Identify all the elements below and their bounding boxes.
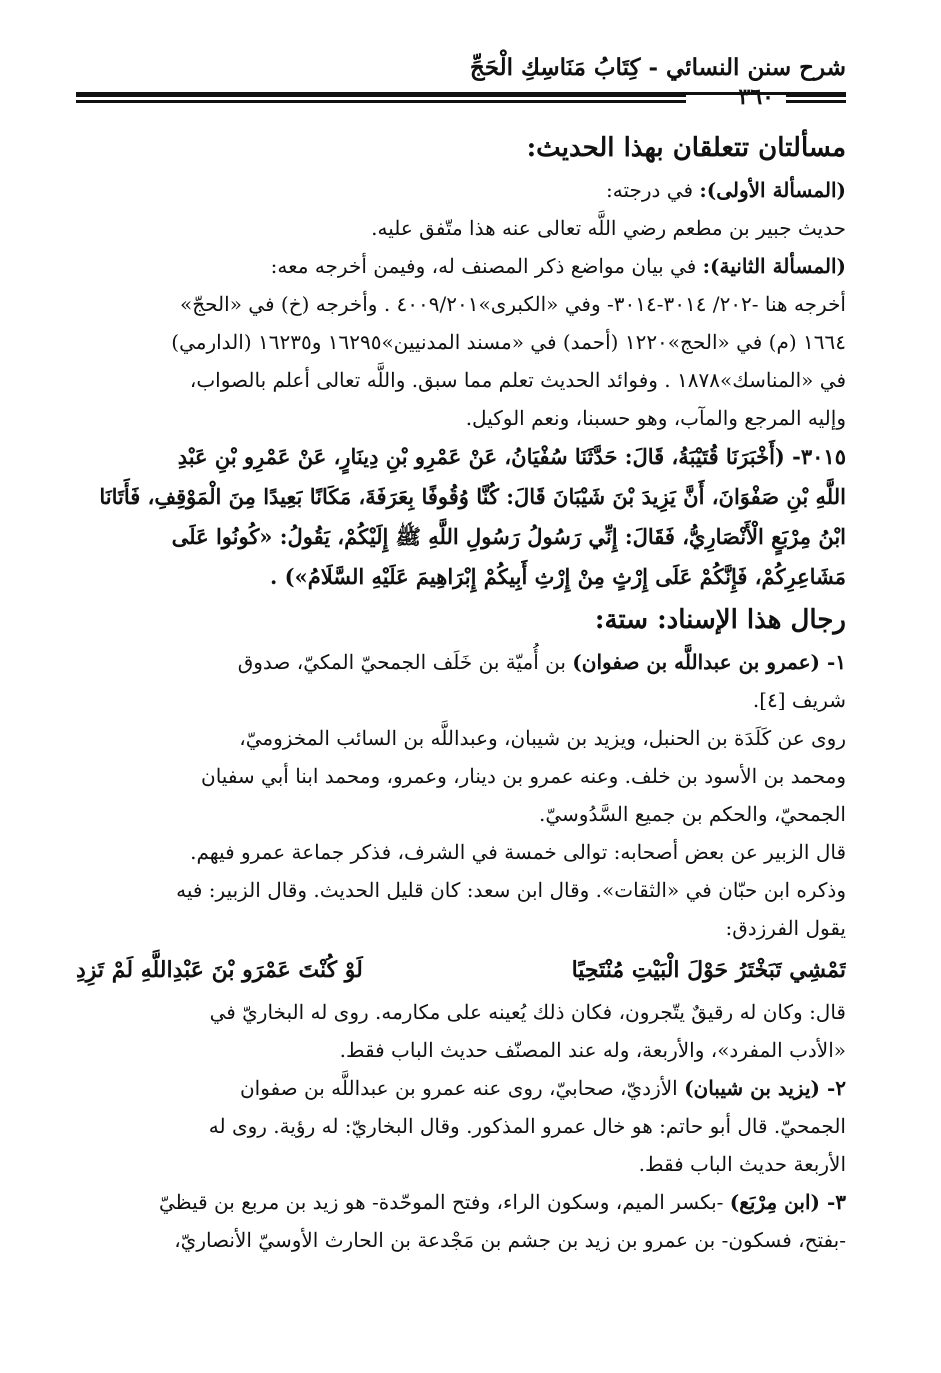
text-line: روى عن كَلَدَة بن الحنبل، ويزيد بن شيبان، وعبداللَّه بن السائب المخزوميّ، bbox=[239, 726, 846, 750]
page-number-row bbox=[76, 86, 846, 110]
hadith-line: ابْنُ مِرْبَعٍ الْأَنْصَارِيُّ، فَقَالَ: إِنِّي رَسُولُ رَسُولِ اللَّهِ ﷺ إِلَيْكُمْ، يَقُولُ: «كُونُوا عَلَى bbox=[171, 524, 846, 549]
narrator-two-line bbox=[76, 1069, 846, 1107]
text-line: «الأدب المفرد»، والأربعة، وله عند المصنّف حديث الباب فقط. bbox=[339, 1038, 846, 1062]
section-heading-narrators: رجال هذا الإسناد: ستة: bbox=[594, 605, 846, 635]
issue-two-line bbox=[76, 247, 846, 285]
verse-first-hemistich: تَمْشِي تَبَخْتَرُ حَوْلَ الْبَيْتِ مُنْتَحِيًا bbox=[571, 957, 846, 983]
narrator-three-text: -بكسر الميم، وسكون الراء، وفتح الموحّدة- هو زيد بن مربع بن قيظيّ bbox=[159, 1190, 724, 1214]
narrator-three-label: ٣- (ابن مِرْبَع) bbox=[729, 1190, 846, 1214]
text-line: شريف [٤]. bbox=[752, 688, 846, 712]
text-line: -بفتح، فسكون- بن عمرو بن زيد بن جشم بن مَجْدعة بن الحارث الأوسيّ الأنصاريّ، bbox=[174, 1228, 846, 1252]
page-number: ٣٦٠ bbox=[738, 84, 774, 110]
narrator-two-label: ٢- (يزيد بن شيبان) bbox=[684, 1076, 846, 1100]
issue-two-text: في بيان مواضع ذكر المصنف له، وفيمن أخرجه معه: bbox=[270, 254, 697, 278]
text-line: يقول الفرزدق: bbox=[725, 916, 846, 940]
text-line: الجمحيّ. قال أبو حاتم: هو خال عمرو المذكور. وقال البخاريّ: له رؤية. روى له bbox=[208, 1114, 846, 1138]
narrator-one-text: بن أُميّة بن خَلَف الجمحيّ المكيّ، صدوق bbox=[237, 650, 566, 674]
section-heading-issues: مسألتان تتعلقان بهذا الحديث: bbox=[526, 133, 846, 163]
text-line: الأربعة حديث الباب فقط. bbox=[638, 1152, 846, 1176]
issue-one-text: في درجته: bbox=[606, 178, 694, 202]
text-line: أخرجه هنا -٢٠٢/ ٣٠١٤-٣٠١٤- وفي «الكبرى»٤٠٠٩/٢٠١ . وأخرجه (خ) في «الحجّ» bbox=[180, 292, 846, 316]
hadith-line: اللَّهِ بْنِ صَفْوَانَ، أَنَّ يَزِيدَ بْنَ شَيْبَانَ قَالَ: كُنَّا وُقُوفًا بِعَرَفَةَ، مَكَانًا بَعِيدًا مِنَ الْمَوْقِفِ، فَأَتَانَا bbox=[99, 484, 846, 509]
issue-one-line bbox=[76, 171, 846, 209]
issue-one-label: (المسألة الأولى): bbox=[699, 178, 846, 202]
running-header-title: شرح سنن النسائي - كِتَابُ مَنَاسِكِ الْحَجِّ bbox=[469, 54, 846, 81]
body-text bbox=[76, 125, 846, 1259]
poetry-verse bbox=[76, 947, 846, 993]
narrator-three-line bbox=[76, 1183, 846, 1221]
issue-one-body: حديث جبير بن مطعم رضي اللَّه تعالى عنه هذا متّفق عليه. bbox=[371, 216, 846, 240]
narrator-one-line bbox=[76, 643, 846, 681]
narrator-one-label: ١- (عمرو بن عبداللَّه بن صفوان) bbox=[572, 650, 846, 674]
hadith-line: ٣٠١٥- (أَخْبَرَنَا قُتَيْبَةُ، قَالَ: حَدَّثَنَا سُفْيَانُ، عَنْ عَمْرِو بْنِ دِينَارٍ، عَنْ عَمْرِو بْنِ عَبْدِ bbox=[177, 444, 846, 469]
page-number-rule-right bbox=[786, 94, 846, 106]
verse-second-hemistich: لَوْ كُنْتَ عَمْرَو بْنَ عَبْدِاللَّهِ لَمْ تَزِدِ bbox=[76, 957, 363, 983]
text-line: ١٦٦٤ (م) في «الحج»١٢٢٠ (أحمد) في «مسند المدنيين»١٦٢٩٥ و١٦٢٣٥ (الدارمي) bbox=[171, 330, 846, 354]
text-line: وإليه المرجع والمآب، وهو حسبنا، ونعم الوكيل. bbox=[465, 406, 846, 430]
text-line: ومحمد بن الأسود بن خلف. وعنه عمرو بن دينار، وعمرو، ومحمد ابنا أبي سفيان bbox=[201, 764, 846, 788]
text-line: الجمحيّ، والحكم بن جميع السَّدُوسيّ. bbox=[539, 802, 846, 826]
hadith-line: مَشَاعِرِكُمْ، فَإِنَّكُمْ عَلَى إِرْثٍ مِنْ إِرْثِ أَبِيكُمْ إِبْرَاهِيمَ عَلَيْهِ السَّلَامُ») . bbox=[270, 564, 846, 589]
narrator-two-text: الأزديّ، صحابيّ، روى عنه عمرو بن عبداللَّه بن صفوان bbox=[239, 1076, 678, 1100]
text-line: في «المناسك»١٨٧٨ . وفوائد الحديث تعلم مما سبق. واللَّه تعالى أعلم بالصواب، bbox=[189, 368, 846, 392]
page-number-rule-left bbox=[76, 94, 686, 106]
text-line: قال: وكان له رقيقٌ يتّجرون، فكان ذلك يُعينه على مكارمه. روى له البخاريّ في bbox=[209, 1000, 846, 1024]
text-line: قال الزبير عن بعض أصحابه: توالى خمسة في الشرف، فذكر جماعة عمرو فيهم. bbox=[190, 840, 846, 864]
issue-two-label: (المسألة الثانية): bbox=[702, 254, 846, 278]
text-line: وذكره ابن حبّان في «الثقات». وقال ابن سعد: كان قليل الحديث. وقال الزبير: فيه bbox=[176, 878, 846, 902]
